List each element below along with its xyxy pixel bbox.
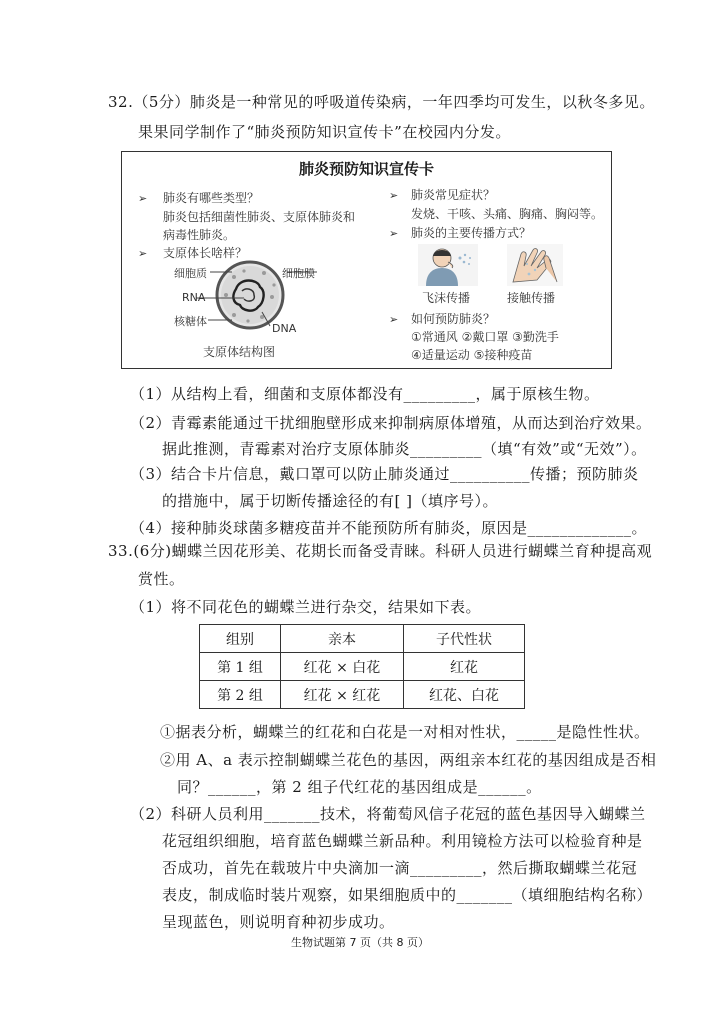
card-question-types: 肺炎有哪些类型？ bbox=[163, 191, 260, 205]
table-cell: 红花 bbox=[404, 653, 525, 681]
caption-droplet: 飞沫传播 bbox=[422, 291, 471, 305]
q32-stem-line2: 果果同学制作了“肺炎预防知识宣传卡”在校园内分发。 bbox=[138, 123, 511, 141]
card-answer-types-line1: 肺炎包括细菌性肺炎、支原体肺炎和 bbox=[163, 210, 356, 224]
card-question-mycoplasma: 支原体长啥样？ bbox=[163, 246, 248, 260]
label-cytoplasm: 细胞质 bbox=[174, 267, 207, 280]
table-cell: 第 2 组 bbox=[200, 681, 281, 709]
q33-sub1-intro: （1）将不同花色的蝴蝶兰进行杂交，结果如下表。 bbox=[130, 598, 482, 616]
bullet-arrow-icon: ➢ bbox=[389, 227, 399, 240]
q32-sub3-line2: 的措施中，属于切断传播途径的有[ ]（填序号）。 bbox=[162, 492, 498, 510]
label-rna: RNA bbox=[182, 291, 206, 304]
diagram-caption: 支原体结构图 bbox=[203, 345, 276, 359]
table-header-cell: 组别 bbox=[200, 625, 281, 653]
card-question-transmission: 肺炎的主要传播方式？ bbox=[411, 226, 532, 240]
card-question-prevention: 如何预防肺炎？ bbox=[411, 312, 496, 326]
q32-sub4: （4）接种肺炎球菌多糖疫苗并不能预防所有肺炎，原因是_____________。 bbox=[130, 519, 648, 537]
q33-sub1-ii-line1: ②用 A、a 表示控制蝴蝶兰花色的基因，两组亲本红花的基因组成是否相 bbox=[160, 751, 657, 769]
table-header-cell: 亲本 bbox=[281, 625, 404, 653]
card-answer-types-line2: 病毒性肺炎。 bbox=[163, 228, 236, 242]
label-dna: DNA bbox=[272, 322, 297, 335]
droplet-transmission-illustration bbox=[418, 244, 478, 286]
prevention-options-line1: ①常通风 ②戴口罩 ③勤洗手 bbox=[411, 330, 559, 344]
bullet-arrow-icon: ➢ bbox=[389, 189, 399, 202]
q33-sub1-ii-line2: 同？______，第 2 组子代红花的基因组成是______。 bbox=[177, 778, 542, 796]
table-cell: 红花 × 白花 bbox=[281, 653, 404, 681]
page-footer: 生物试题第 7 页（共 8 页） bbox=[291, 936, 429, 949]
bullet-arrow-icon: ➢ bbox=[389, 313, 399, 326]
q33-stem-line1: 33.(6分)蝴蝶兰因花形美、花期长而备受青睐。科研人员进行蝴蝶兰育种提高观 bbox=[108, 542, 653, 560]
q33-sub2-line2: 花冠组织细胞，培育蓝色蝴蝶兰新品种。利用镜检方法可以检验育种是 bbox=[162, 832, 643, 850]
caption-contact: 接触传播 bbox=[507, 291, 556, 305]
table-row bbox=[200, 681, 525, 709]
q33-sub1-i: ①据表分析，蝴蝶兰的红花和白花是一对相对性状，_____是隐性性状。 bbox=[160, 723, 650, 741]
table-cell: 红花、白花 bbox=[404, 681, 525, 709]
bullet-arrow-icon: ➢ bbox=[138, 247, 148, 260]
q33-stem-line2: 赏性。 bbox=[138, 570, 185, 588]
label-cell-membrane: 细胞膜 bbox=[282, 267, 315, 280]
prevention-options-line2: ④适量运动 ⑤接种疫苗 bbox=[411, 348, 533, 362]
card-title: 肺炎预防知识宣传卡 bbox=[298, 160, 434, 178]
table-cell: 第 1 组 bbox=[200, 653, 281, 681]
table-header-cell: 子代性状 bbox=[404, 625, 525, 653]
q33-sub2-line3: 否成功，首先在载玻片中央滴加一滴_________，然后撕取蝴蝶兰花冠 bbox=[162, 859, 638, 877]
q32-stem-line1: 32.（5分）肺炎是一种常见的呼吸道传染病，一年四季均可发生，以秋冬多见。 bbox=[108, 93, 655, 111]
q32-sub2-line2: 据此推测，青霉素对治疗支原体肺炎_________（填“有效”或“无效”）。 bbox=[162, 440, 647, 458]
q32-sub3-line1: （3）结合卡片信息，戴口罩可以防止肺炎通过__________传播；预防肺炎 bbox=[130, 465, 639, 483]
bullet-arrow-icon: ➢ bbox=[138, 192, 148, 205]
label-ribosome: 核糖体 bbox=[174, 315, 207, 328]
q33-sub2-line5: 呈现蓝色，则说明育种初步成功。 bbox=[162, 913, 395, 931]
q32-sub1: （1）从结构上看，细菌和支原体都没有_________，属于原核生物。 bbox=[130, 385, 600, 403]
card-question-symptoms: 肺炎常见症状？ bbox=[411, 188, 496, 202]
table-cell: 红花 × 红花 bbox=[281, 681, 404, 709]
q32-sub2-line1: （2）青霉素能通过干扰细胞壁形成来抑制病原体增殖，从而达到治疗效果。 bbox=[130, 414, 652, 432]
q33-sub2-line4: 表皮，制成临时装片观察，如果细胞质中的_______（填细胞结构名称） bbox=[162, 886, 653, 904]
table-header-row bbox=[200, 625, 525, 653]
table-row bbox=[200, 653, 525, 681]
cross-results-table bbox=[199, 624, 525, 709]
q33-sub2-line1: （2）科研人员利用_______技术，将葡萄风信子花冠的蓝色基因导入蝴蝶兰 bbox=[130, 805, 646, 823]
card-answer-symptoms: 发烧、干咳、头痛、胸痛、胸闷等。 bbox=[411, 207, 604, 221]
pneumonia-knowledge-card bbox=[121, 151, 612, 369]
contact-transmission-illustration bbox=[507, 244, 563, 286]
